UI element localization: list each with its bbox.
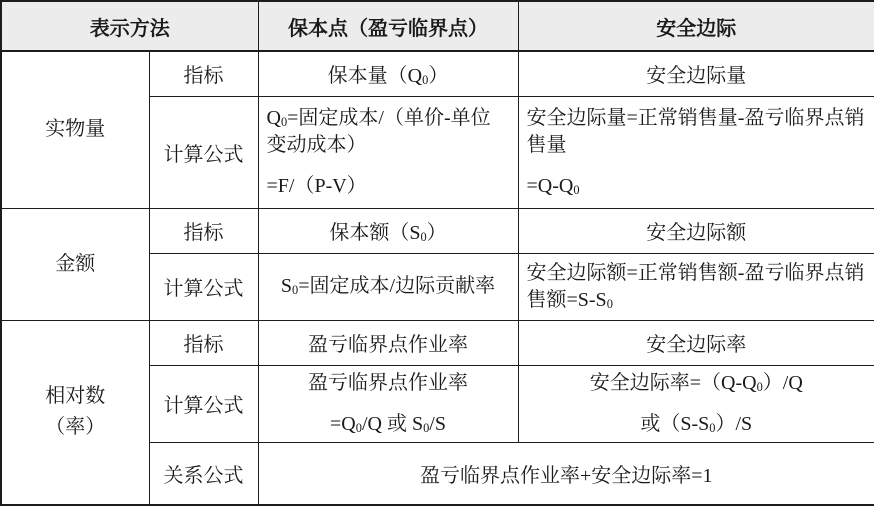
cell-breakeven-quantity-formula [258, 96, 518, 208]
cell-relation-formula: 盈亏临界点作业率+安全边际率=1 [258, 442, 874, 505]
cell-breakeven-operating-rate: 盈亏临界点作业率 [258, 320, 518, 365]
row-label-calc-formula: 计算公式 [149, 365, 258, 442]
group-label-text: 实物量 [45, 118, 106, 141]
row-label-calc-formula: 计算公式 [149, 253, 258, 320]
cell-safety-rate-formula [518, 365, 874, 442]
row-label-relation-formula: 关系公式 [149, 442, 258, 505]
cell-safety-amount-formula [518, 253, 874, 320]
cell-safety-quantity-formula [518, 96, 874, 208]
header-breakeven-point: 保本点（盈亏临界点） [258, 1, 518, 51]
row-physical-indicator [1, 51, 874, 96]
row-label-indicator: 指标 [149, 208, 258, 253]
formula-line: $=Q_0/Q$ 或 $S_0/S$ [330, 413, 446, 436]
group-label-amount [1, 208, 149, 320]
formula-line: $S_0=$固定成本/边际贡献率 [280, 275, 496, 298]
formula-line: $Q_0=$固定成本/（单价-单位变动成本） [266, 106, 491, 156]
group-label-text: （率） [45, 416, 106, 439]
header-row [1, 1, 874, 51]
cell-breakeven-quantity: 保本量$(Q_0)$ [258, 51, 518, 96]
cell-safety-amount: 安全边际额 [518, 208, 874, 253]
formula-line: 盈亏临界点作业率 [308, 372, 468, 394]
row-label-calc-formula: 计算公式 [149, 96, 258, 208]
group-label-relative-ratio [1, 320, 149, 505]
cell-breakeven-rate-formula [258, 365, 518, 442]
row-amount-indicator [1, 208, 874, 253]
row-label-indicator: 指标 [149, 320, 258, 365]
cell-safety-rate: 安全边际率 [518, 320, 874, 365]
header-margin-of-safety: 安全边际 [518, 1, 874, 51]
group-label-physical-quantity [1, 51, 149, 208]
cell-breakeven-amount: 保本额$(S_0)$ [258, 208, 518, 253]
group-label-text: 相对数 [45, 385, 106, 408]
group-label-text: 金额 [55, 252, 96, 275]
formula-line: $=Q-Q_0$ [526, 174, 580, 197]
cell-breakeven-amount-formula [258, 253, 518, 320]
cell-safety-quantity: 安全边际量 [518, 51, 874, 96]
header-display-method: 表示方法 [1, 1, 258, 51]
formula-line: =F/（P-V） [266, 174, 367, 197]
formula-line: 安全边际量=正常销售量-盈亏临界点销售量 [526, 106, 865, 156]
formula-line: 安全边际额=正常销售额-盈亏临界点销售额$=S-S_0$ [526, 261, 865, 311]
row-ratio-indicator [1, 320, 874, 365]
row-label-indicator: 指标 [149, 51, 258, 96]
formula-line: 安全边际率$=(Q-Q_0)/Q$ [589, 372, 803, 395]
formula-line: 或$(S-S_0)/S$ [640, 413, 753, 436]
